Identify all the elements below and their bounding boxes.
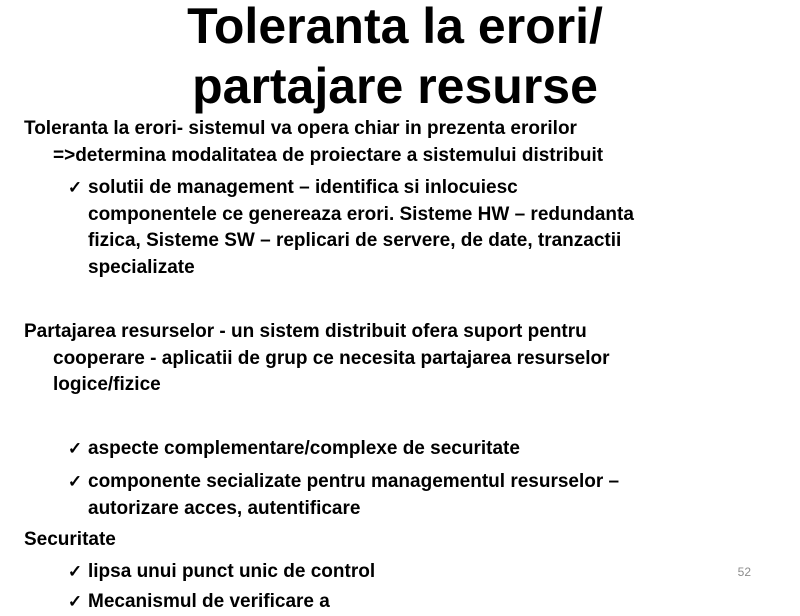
text-line: Securitate bbox=[24, 529, 116, 550]
text-line: solutii de management – identifica si inlocuiesc bbox=[88, 177, 518, 198]
page-number: 52 bbox=[737, 565, 751, 579]
text-line: Partajarea resurselor - un sistem distribuit ofera suport pentru bbox=[24, 321, 587, 342]
text-line: cooperare - aplicatii de grup ce necesita partajarea resurselor bbox=[53, 347, 610, 369]
bullet-aspecte bbox=[66, 436, 520, 463]
title-line-2: partajare resurse bbox=[192, 58, 598, 114]
slide-title bbox=[0, 0, 790, 116]
text-line: componente secializate pentru managementul resurselor – bbox=[88, 471, 620, 492]
title-line-1: Toleranta la erori/ bbox=[187, 0, 603, 54]
text-line: Toleranta la erori- sistemul va opera chiar in prezenta erorilor bbox=[24, 118, 577, 139]
paragraph-securitate bbox=[24, 527, 116, 554]
text-line: logice/fizice bbox=[53, 374, 161, 395]
text-line: componentele ce genereaza erori. Sisteme HW – redundanta bbox=[88, 203, 634, 225]
checkmark-icon: ✓ bbox=[67, 178, 83, 197]
bullet-mecanism-verificare bbox=[66, 589, 330, 616]
text-line: specializate bbox=[88, 256, 195, 278]
text-line: autorizare acces, autentificare bbox=[88, 497, 361, 519]
text-line: Mecanismul de verificare a bbox=[88, 591, 330, 612]
checkmark-icon: ✓ bbox=[67, 592, 83, 611]
checkmark-icon: ✓ bbox=[67, 439, 83, 458]
text-line: lipsa unui punct unic de control bbox=[88, 561, 376, 582]
checkmark-icon: ✓ bbox=[67, 562, 83, 581]
paragraph-toleranta bbox=[24, 116, 603, 169]
bullet-solutii bbox=[66, 175, 634, 281]
bullet-componente bbox=[66, 469, 619, 522]
text-line: aspecte complementare/complexe de securitate bbox=[88, 438, 520, 459]
text-line: =>determina modalitatea de proiectare a sistemului distribuit bbox=[53, 144, 604, 166]
bullet-punct-control bbox=[66, 559, 375, 586]
text-line: fizica, Sisteme SW – replicari de servere, de date, tranzactii bbox=[88, 230, 622, 251]
paragraph-partajare bbox=[24, 319, 610, 399]
checkmark-icon: ✓ bbox=[67, 472, 83, 491]
